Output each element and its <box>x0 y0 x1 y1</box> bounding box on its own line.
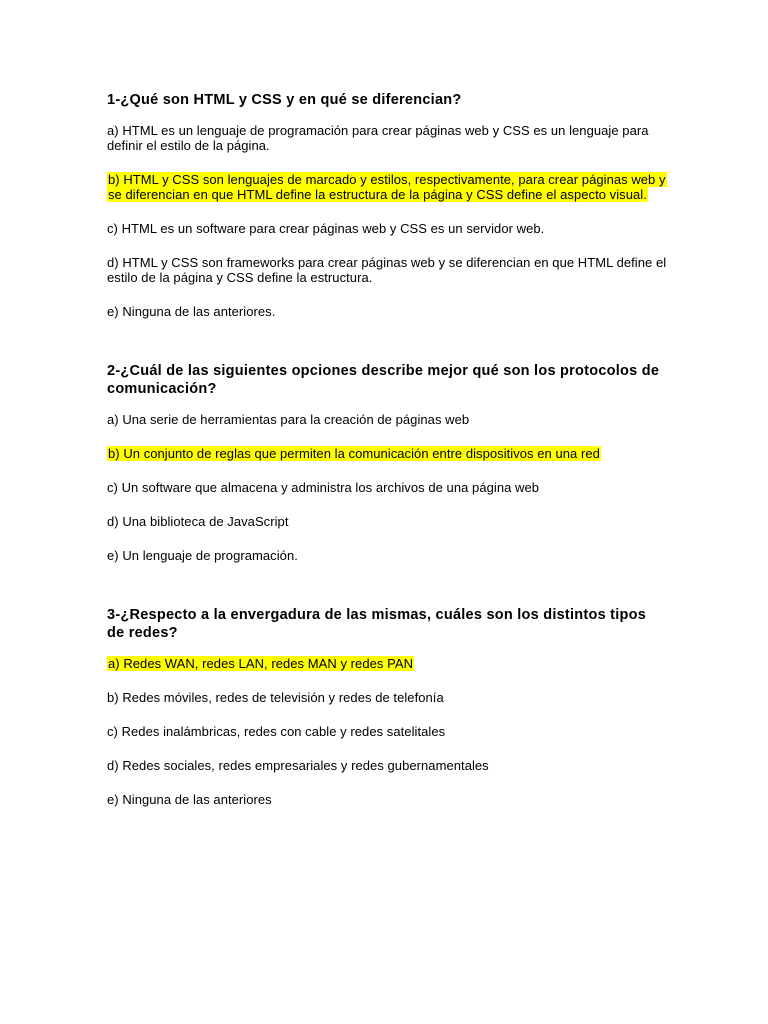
option-text: c) Redes inalámbricas, redes con cable y redes satelitales <box>107 724 446 739</box>
highlighted-option-text: b) Un conjunto de reglas que permiten la comunicación entre dispositivos en una red <box>108 446 600 461</box>
answer-option-b <box>107 446 667 461</box>
question-1 <box>107 91 667 319</box>
option-text: d) Redes sociales, redes empresariales y redes gubernamentales <box>107 758 489 773</box>
answer-option-d <box>107 255 667 285</box>
answer-option-e <box>107 792 667 807</box>
option-text: c) HTML es un software para crear páginas web y CSS es un servidor web. <box>107 221 545 236</box>
answer-option-c <box>107 480 667 495</box>
question-2 <box>107 362 667 563</box>
answer-option-a <box>107 656 667 671</box>
answer-option-a <box>107 412 667 427</box>
option-text: a) Una serie de herramientas para la creación de páginas web <box>107 412 470 427</box>
highlighted-option-text: b) HTML y CSS son lenguajes de marcado y estilos, respectivamente, para crear páginas web y se diferencian en que HTML define la estructura de la página y CSS define el aspecto visual. <box>108 172 666 202</box>
option-text: b) Redes móviles, redes de televisión y redes de telefonía <box>107 690 444 705</box>
answer-option-b <box>107 690 667 705</box>
answer-option-d <box>107 514 667 529</box>
answer-option-d <box>107 758 667 773</box>
answer-option-b <box>107 172 667 202</box>
option-text: c) Un software que almacena y administra los archivos de una página web <box>107 480 540 495</box>
answer-option-c <box>107 724 667 739</box>
option-text: d) HTML y CSS son frameworks para crear páginas web y se diferencian en que HTML define el estilo de la página y CSS define la estructura. <box>107 255 667 285</box>
option-text: e) Ninguna de las anteriores <box>107 792 272 807</box>
quiz-content <box>107 91 667 807</box>
option-text: a) HTML es un lenguaje de programación para crear páginas web y CSS es un lenguaje para definir el estilo de la página. <box>107 123 649 153</box>
answer-option-e <box>107 548 667 563</box>
question-3 <box>107 606 667 807</box>
option-text: d) Una biblioteca de JavaScript <box>107 514 289 529</box>
question-title: 2-¿Cuál de las siguientes opciones describe mejor qué son los protocolos de comunicación? <box>107 363 660 397</box>
answer-option-a <box>107 123 667 153</box>
answer-option-e <box>107 304 667 319</box>
question-title: 1-¿Qué son HTML y CSS y en qué se diferencian? <box>107 92 462 108</box>
highlighted-option-text: a) Redes WAN, redes LAN, redes MAN y redes PAN <box>108 656 414 671</box>
answer-option-c <box>107 221 667 236</box>
question-title: 3-¿Respecto a la envergadura de las mismas, cuáles son los distintos tipos de redes? <box>107 607 647 641</box>
option-text: e) Ninguna de las anteriores. <box>107 304 276 319</box>
option-text: e) Un lenguaje de programación. <box>107 548 298 563</box>
